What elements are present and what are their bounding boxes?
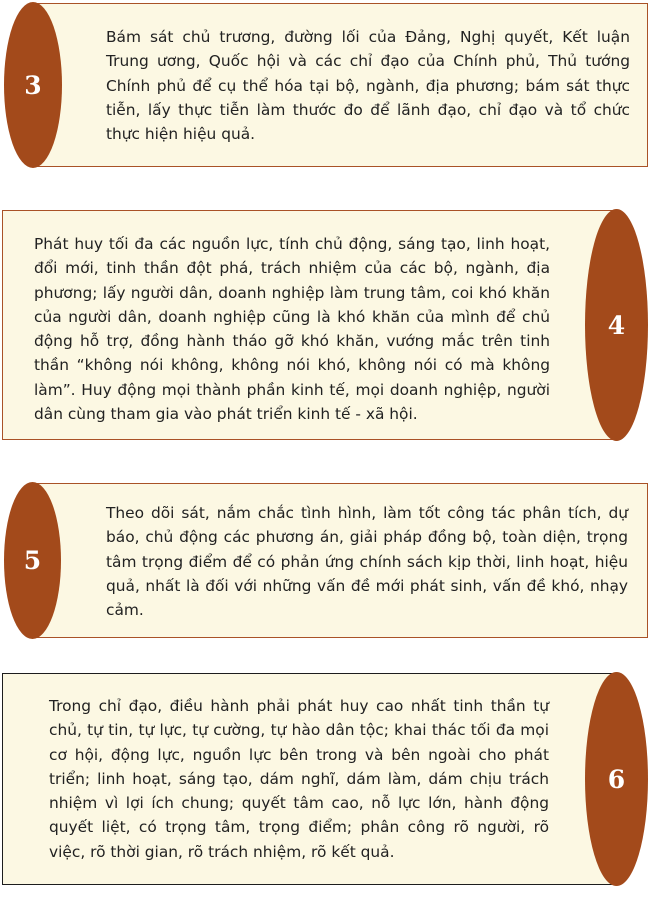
item-number-badge-6 bbox=[585, 672, 648, 886]
item-number-badge-3 bbox=[4, 2, 62, 168]
item-text-4: Phát huy tối đa các nguồn lực, tính chủ động, sáng tạo, linh hoạt, đổi mới, tinh thần đột phá, trách nhiệm của các bộ, ngành, địa phương; lấy người dân, doanh nghiệp làm trung tâm, coi khó khăn của người dân, doanh nghiệp cũng là khó khăn của mình để chủ động hỗ trợ, đồng hành tháo gỡ khó khăn, vướng mắc trên tinh thần “không nói không, không nói khó, không nói có mà không làm”. Huy động mọi thành phần kinh tế, mọi doanh nghiệp, người dân cùng tham gia vào phát triển kinh tế - xã hội. bbox=[34, 235, 550, 424]
item-text-6: Trong chỉ đạo, điều hành phải phát huy cao nhất tinh thần tự chủ, tự tin, tự lực, tự cường, tự hào dân tộc; khai thác tối đa mọi cơ hội, động lực, nguồn lực bên trong và bên ngoài cho phát triển; linh hoạt, sáng tạo, dám nghĩ, dám làm, dám chịu trách nhiệm vì lợi ích chung; quyết tâm cao, nỗ lực lớn, hành động quyết liệt, có trọng tâm, trọng điểm; phân công rõ người, rõ việc, rõ thời gian, rõ trách nhiệm, rõ kết quả. bbox=[49, 697, 549, 861]
item-text-5: Theo dõi sát, nắm chắc tình hình, làm tốt công tác phân tích, dự báo, chủ động các phương án, giải pháp đồng bộ, toàn diện, trọng tâm trọng điểm để có phản ứng chính sách kịp thời, linh hoạt, hiệu quả, nhất là đối với những vấn đề mới phát sinh, vấn đề khó, nhạy cảm. bbox=[106, 504, 628, 620]
item-number-5: 5 bbox=[23, 546, 42, 575]
item-number-badge-4 bbox=[585, 209, 648, 441]
item-number-badge-5 bbox=[4, 482, 61, 639]
item-number-3: 3 bbox=[24, 70, 42, 100]
item-text-3: Bám sát chủ trương, đường lối của Đảng, Nghị quyết, Kết luận Trung ương, Quốc hội và các chỉ đạo của Chính phủ, Thủ tướng Chính phủ để cụ thể hóa tại bộ, ngành, địa phương; bám sát thực tiễn, lấy thực tiễn làm thước đo để lãnh đạo, chỉ đạo và tổ chức thực hiện hiệu quả. bbox=[106, 28, 630, 144]
item-number-4: 4 bbox=[607, 310, 626, 340]
item-number-6: 6 bbox=[607, 764, 626, 794]
